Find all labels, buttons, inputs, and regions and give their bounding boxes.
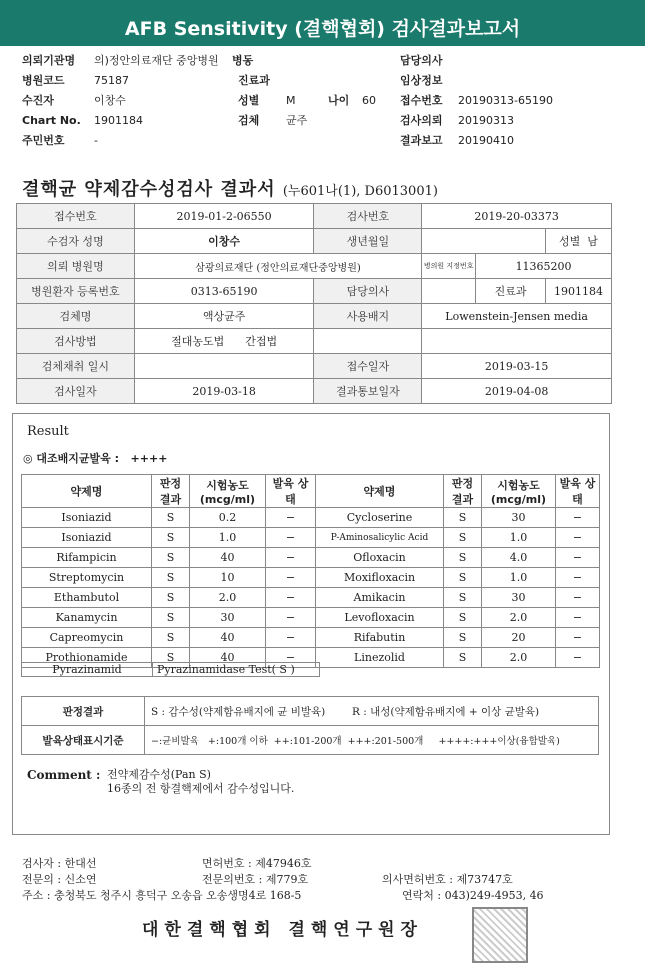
drug-value-cell: 30: [482, 588, 556, 608]
drug-value-cell: −: [556, 508, 600, 528]
drug-name-cell: Levofloxacin: [316, 608, 444, 628]
cell: 2019-01-2-06550: [134, 204, 314, 229]
table-row: [17, 329, 612, 354]
ward-label: 병동: [232, 54, 254, 67]
cell: 병의원 지정번호: [422, 254, 476, 279]
drug-value-cell: −: [266, 588, 316, 608]
drug-name-cell: Isoniazid: [22, 508, 152, 528]
hospital-code-label: 병원코드: [22, 74, 65, 87]
drug-name-cell: P-Aminosalicylic Acid: [316, 528, 444, 548]
doctor-license: 의사면허번호 : 제73747호: [382, 873, 513, 886]
drug-value-cell: −: [266, 528, 316, 548]
drug-value-cell: 1.0: [190, 528, 266, 548]
drug-value-cell: 40: [190, 648, 266, 668]
cell: 진료과: [476, 279, 546, 304]
pyrazinamid-test: Pyrazinamidase Test( S ): [153, 662, 320, 677]
report-header: [0, 0, 645, 46]
clinical-label: 임상정보: [400, 74, 443, 87]
table-row: [17, 254, 612, 279]
address: 주소 : 충청북도 청주시 흥덕구 오송읍 오송생명4로 168-5: [22, 889, 302, 902]
result-section: [12, 413, 610, 835]
drug-value-cell: 20: [482, 628, 556, 648]
license1: 면허번호 : 제47946호: [202, 857, 312, 870]
table-row: [22, 588, 600, 608]
control-growth: ◎ 대조배지균발육 : ++++: [23, 452, 168, 465]
table-row: [17, 304, 612, 329]
official-seal: [472, 907, 528, 963]
cell: 결과통보일자: [314, 379, 422, 404]
cell: 수검자 성명: [17, 229, 135, 254]
drug-value-cell: S: [444, 548, 482, 568]
drug-name-cell: Linezolid: [316, 648, 444, 668]
drug-value-cell: −: [556, 628, 600, 648]
doc-title-text: 결핵균 약제감수성검사 결과서: [22, 179, 276, 200]
cell: 사용배지: [314, 304, 422, 329]
drug-value-cell: −: [266, 608, 316, 628]
table-row: [22, 608, 600, 628]
cell: 검사방법: [17, 329, 135, 354]
table-row: [17, 229, 612, 254]
drug-value-cell: 0.2: [190, 508, 266, 528]
col-header: 시험농도 (mcg/ml): [482, 475, 556, 508]
request-date-value: 20190313: [458, 114, 514, 127]
drug-name-cell: Moxifloxacin: [316, 568, 444, 588]
cell: 0313-65190: [134, 279, 314, 304]
drug-value-cell: S: [444, 648, 482, 668]
drug-name-cell: Prothionamide: [22, 648, 152, 668]
drug-name-cell: Streptomycin: [22, 568, 152, 588]
sex-label: 성별: [238, 94, 260, 107]
drug-name-cell: Ethambutol: [22, 588, 152, 608]
doctor-label: 담당의사: [400, 54, 443, 67]
cell: 2019-03-18: [134, 379, 314, 404]
cell: 2019-04-08: [422, 379, 612, 404]
drug-value-cell: 2.0: [482, 608, 556, 628]
cell: 11365200: [476, 254, 612, 279]
col-header: 시험농도 (mcg/ml): [190, 475, 266, 508]
drug-value-cell: 40: [190, 628, 266, 648]
cell: [134, 354, 314, 379]
drug-value-cell: S: [152, 548, 190, 568]
cell: 생년월일: [314, 229, 422, 254]
table-header-row: [22, 475, 600, 508]
drug-value-cell: 4.0: [482, 548, 556, 568]
table-row: [22, 726, 599, 755]
drug-name-cell: Amikacin: [316, 588, 444, 608]
drug-value-cell: S: [444, 508, 482, 528]
cell: Lowenstein-Jensen media: [422, 304, 612, 329]
cell: 의뢰 병원명: [17, 254, 135, 279]
drug-value-cell: −: [556, 568, 600, 588]
drug-name-cell: Rifabutin: [316, 628, 444, 648]
table-row: [17, 379, 612, 404]
comment: [27, 768, 295, 795]
doc-title: [22, 175, 438, 201]
table-row: [17, 204, 612, 229]
drug-value-cell: S: [444, 568, 482, 588]
drug-value-cell: 2.0: [190, 588, 266, 608]
cell: 접수번호: [17, 204, 135, 229]
expert: 전문의 : 신소연: [22, 873, 97, 886]
drug-value-cell: −: [556, 548, 600, 568]
ssn-value: -: [94, 134, 98, 147]
report-date-value: 20190410: [458, 134, 514, 147]
drug-value-cell: −: [266, 548, 316, 568]
contact: 연락처 : 043)249-4953, 46: [402, 889, 544, 902]
cell: 검체명: [17, 304, 135, 329]
col-header: 판정 결과: [152, 475, 190, 508]
patient-info-table: [16, 203, 612, 404]
cell: 검체채취 일시: [17, 354, 135, 379]
drug-name-cell: Ofloxacin: [316, 548, 444, 568]
table-row: [17, 279, 612, 304]
scanned-report: [12, 165, 609, 955]
legend-label: 판정결과: [22, 697, 145, 726]
drug-value-cell: −: [556, 528, 600, 548]
drug-value-cell: 30: [482, 508, 556, 528]
legend-text: −:균비발육 +:100개 이하 ++:101-200개 +++:201-500개 ++++:+++이상(융합발육): [145, 726, 599, 755]
drug-value-cell: −: [266, 648, 316, 668]
cell: 삼광의료재단 (정안의료재단중앙병원): [134, 254, 421, 279]
table-row: [22, 548, 600, 568]
drug-value-cell: S: [444, 528, 482, 548]
col-header: 발육 상태: [266, 475, 316, 508]
cell: 이창수: [134, 229, 314, 254]
organization-name: 대한결핵협회 결핵연구원장: [142, 920, 423, 940]
age-label: 나이: [328, 94, 350, 107]
drug-value-cell: 1.0: [482, 528, 556, 548]
drug-value-cell: −: [266, 568, 316, 588]
table-row: [22, 568, 600, 588]
drug-value-cell: −: [556, 648, 600, 668]
table-row: [22, 508, 600, 528]
drug-value-cell: S: [152, 648, 190, 668]
cell: 검사번호: [314, 204, 422, 229]
request-date-label: 검사의뢰: [400, 114, 443, 127]
drug-table-body: [22, 475, 600, 668]
chart-value: 1901184: [94, 114, 143, 127]
receipt-no-value: 20190313-65190: [458, 94, 553, 107]
col-header: 약제명: [22, 475, 152, 508]
drug-value-cell: S: [444, 628, 482, 648]
table-row: [17, 354, 612, 379]
requester-label: 의뢰기관명: [22, 54, 76, 67]
cell: 1901184: [545, 279, 611, 304]
drug-name-cell: Kanamycin: [22, 608, 152, 628]
drug-name-cell: Capreomycin: [22, 628, 152, 648]
requester-value: 의)정안의료재단 중앙병원: [94, 54, 219, 67]
drug-value-cell: S: [152, 568, 190, 588]
report-title: AFB Sensitivity (결핵협회) 검사결과보고서: [124, 18, 521, 40]
drug-value-cell: 30: [190, 608, 266, 628]
drug-table: [21, 474, 600, 668]
comment-label: Comment :: [27, 768, 101, 782]
receipt-no-label: 접수번호: [400, 94, 443, 107]
doc-subtitle: (누601나(1), D6013001): [282, 184, 438, 199]
sex-value: M: [286, 94, 296, 107]
table-row: [22, 628, 600, 648]
table-row: [22, 528, 600, 548]
cell: 2019-03-15: [422, 354, 612, 379]
dept-label: 진료과: [238, 74, 270, 87]
cell: 접수일자: [314, 354, 422, 379]
drug-value-cell: S: [444, 588, 482, 608]
patient-label: 수진자: [22, 94, 54, 107]
col-header: 판정 결과: [444, 475, 482, 508]
table-row: [22, 697, 599, 726]
patient-value: 이창수: [94, 94, 126, 107]
cell: 2019-20-03373: [422, 204, 612, 229]
legend-text: S : 감수성(약제함유배지에 균 비발육) R : 내성(약제함유배지에 + 이상 균발육): [145, 697, 599, 726]
drug-value-cell: −: [556, 608, 600, 628]
drug-name-cell: Rifampicin: [22, 548, 152, 568]
drug-value-cell: S: [152, 588, 190, 608]
tester: 검사자 : 한대선: [22, 857, 97, 870]
legend-label: 발육상태표시기준: [22, 726, 145, 755]
specimen-label: 검체: [238, 114, 260, 127]
chart-label: Chart No.: [22, 114, 81, 127]
col-header: 약제명: [316, 475, 444, 508]
cell: [422, 279, 476, 304]
cell: 절대농도법 간접법: [134, 329, 314, 354]
legend-table: [21, 696, 599, 755]
comment-text: 전약제감수성(Pan S) 16종의 전 항결핵제에서 감수성입니다.: [107, 768, 295, 795]
cell: 검사일자: [17, 379, 135, 404]
age-value: 60: [362, 94, 376, 107]
drug-value-cell: S: [152, 608, 190, 628]
drug-value-cell: S: [444, 608, 482, 628]
drug-value-cell: −: [266, 628, 316, 648]
drug-value-cell: −: [556, 588, 600, 608]
drug-value-cell: 10: [190, 568, 266, 588]
cell: 성별 남: [545, 229, 611, 254]
hospital-code-value: 75187: [94, 74, 129, 87]
cell: 담당의사: [314, 279, 422, 304]
drug-value-cell: S: [152, 628, 190, 648]
result-title: Result: [27, 424, 69, 439]
license2: 전문의번호 : 제779호: [202, 873, 309, 886]
cell: 액상균주: [134, 304, 314, 329]
cell: [314, 329, 422, 354]
cell: [422, 229, 546, 254]
specimen-value: 균주: [286, 114, 308, 127]
col-header: 발육 상태: [556, 475, 600, 508]
report-date-label: 결과보고: [400, 134, 443, 147]
drug-value-cell: 2.0: [482, 648, 556, 668]
drug-value-cell: S: [152, 508, 190, 528]
drug-value-cell: 1.0: [482, 568, 556, 588]
drug-value-cell: −: [266, 508, 316, 528]
drug-name-cell: Isoniazid: [22, 528, 152, 548]
pyrazinamid-row: [21, 662, 320, 677]
drug-name-cell: Cycloserine: [316, 508, 444, 528]
drug-value-cell: 40: [190, 548, 266, 568]
cell: 병원환자 등록번호: [17, 279, 135, 304]
drug-value-cell: S: [152, 528, 190, 548]
pyrazinamid-label: Pyrazinamid: [21, 662, 153, 677]
ssn-label: 주민번호: [22, 134, 65, 147]
cell: [422, 329, 612, 354]
